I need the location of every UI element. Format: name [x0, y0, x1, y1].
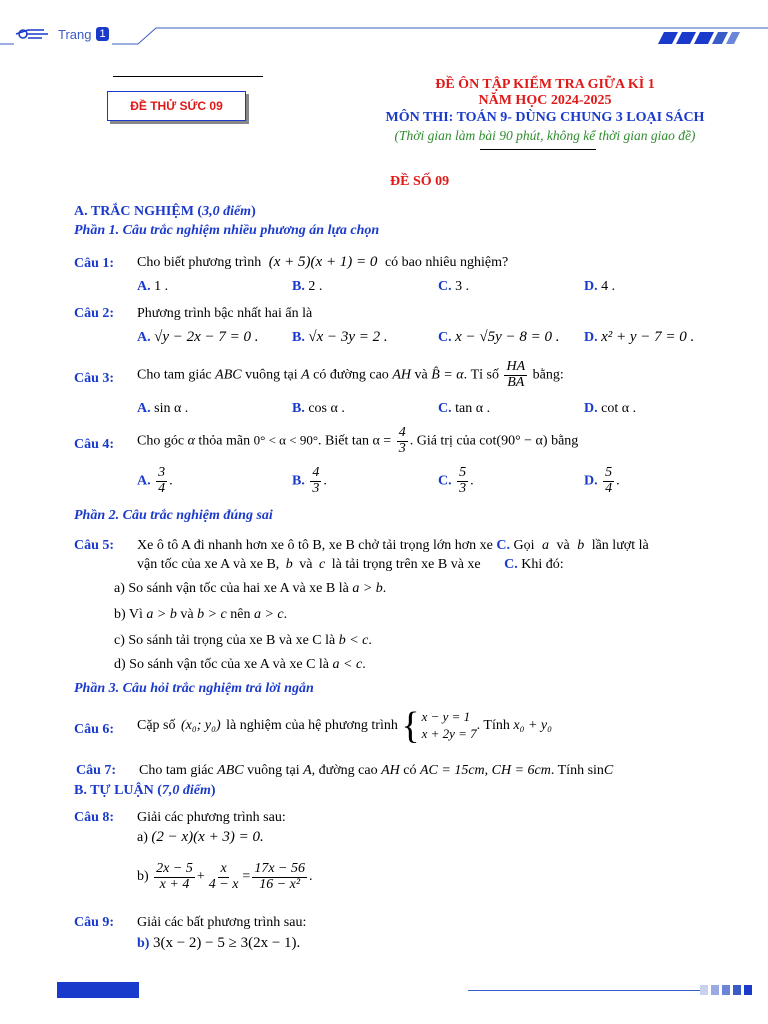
q8-part-a: a) (2 − x)(x + 3) = 0.: [137, 829, 264, 845]
q5-statement-a: a) So sánh vận tốc của hai xe A và xe B là a > b.: [114, 581, 387, 596]
q4-text: Cho góc α thỏa mãn 0° < α < 90°. Biết tan α = $\frac{4}{3}$ . Giá trị của cot(90° − α) bằng: [137, 425, 579, 456]
header-line-decoration: [0, 26, 768, 48]
page-label: Trang: [58, 27, 92, 42]
exam-title: ĐỀ ÔN TẬP KIỂM TRA GIỮA KÌ 1: [435, 77, 655, 92]
school-year: NĂM HỌC 2024-2025: [478, 93, 612, 108]
page-number-badge: 1: [96, 27, 109, 41]
q4-tan-fraction: $\frac{4}{3}$: [398, 425, 406, 456]
q4-option-a: A. $\frac{3}{4}$ .: [137, 465, 173, 496]
q2-label: Câu 2:: [74, 306, 115, 321]
q1-label: Câu 1:: [74, 256, 115, 271]
q7-label: Câu 7:: [76, 763, 117, 778]
subject-line: MÔN THI: TOÁN 9- DÙNG CHUNG 3 LOẠI SÁCH: [385, 110, 705, 125]
q3-option-c: C. tan α .: [438, 401, 491, 416]
exam-badge-text: ĐỀ THỬ SỨC 09: [130, 99, 223, 113]
header-bar: [0, 0, 768, 52]
q1-text: Cho biết phương trình (x + 5)(x + 1) = 0 có bao nhiêu nghiệm?: [137, 254, 509, 270]
q1-option-c: C. 3 .: [438, 279, 470, 294]
q4-option-c: C. $\frac{5}{3}$ .: [438, 465, 474, 496]
q2-option-b: B. √x − 3y = 2 .: [292, 329, 388, 345]
q4-label: Câu 4:: [74, 437, 115, 452]
q2-option-a: A. √y − 2x − 7 = 0 .: [137, 329, 259, 345]
q9-label: Câu 9:: [74, 915, 115, 930]
time-note: (Thời gian làm bài 90 phút, không kể thời gian giao đề): [394, 128, 696, 143]
part3-title: Phần 3. Câu hỏi trắc nghiệm trả lời ngắn: [74, 681, 314, 696]
exam-number: ĐỀ SỐ 09: [390, 174, 450, 189]
q1-option-b: B. 2 .: [292, 279, 323, 294]
q3-label: Câu 3:: [74, 371, 115, 386]
q5-statement-d: d) So sánh vận tốc của xe A và xe C là a < c.: [114, 657, 366, 672]
q2-option-c: C. x − √5y − 8 = 0 .: [438, 329, 560, 345]
q7-text: Cho tam giác ABC vuông tại A, đường cao AH có AC = 15cm, CH = 6cm. Tính sinC: [139, 763, 614, 778]
q1-option-d: D. 4 .: [584, 279, 616, 294]
q2-option-d: D. x² + y − 7 = 0 .: [584, 329, 695, 345]
q5-label: Câu 5:: [74, 538, 115, 553]
q5-line1: Xe ô tô A đi nhanh hơn xe ô tô B, xe B chở tải trọng lớn hơn xe C. Gọi a và b lần lượt là: [137, 538, 649, 553]
q9-part-b: b) 3(x − 2) − 5 ≥ 3(2x − 1).: [137, 935, 301, 951]
q1-option-a: A. 1 .: [137, 279, 169, 294]
q5-statement-c: c) So sánh tải trọng của xe B và xe C là b < c.: [114, 633, 372, 648]
footer-block: [57, 982, 139, 998]
exam-badge: [107, 91, 246, 121]
title-underline: [480, 149, 596, 150]
q3-option-d: D. cot α .: [584, 401, 637, 416]
q2-text: Phương trình bậc nhất hai ẩn là: [137, 306, 313, 321]
q3-option-b: B. cos α .: [292, 401, 345, 416]
q8-part-b: b) $\frac{2x - 5}{x + 4}$ + $\frac{x}{4 - x}$ = $\frac{17x - 56}{\text{16 − x²}}$ .: [137, 861, 313, 892]
q9-text: Giải các bất phương trình sau:: [137, 915, 307, 930]
q5-line2: vận tốc của xe A và xe B, b và c là tải trọng trên xe B và xe C. Khi đó:: [137, 557, 564, 572]
q3-option-a: A. sin α .: [137, 401, 189, 416]
q6-text: Cặp số (x₀; y₀) là nghiệm của hệ phương trình { x − y = 1 x + 2y = 7 . Tính x₀ + y₀: [137, 705, 552, 747]
q5-statement-b: b) Vì a > b và b > c nên a > c.: [114, 607, 288, 622]
footer-decoration: [700, 983, 760, 997]
q8-text: Giải các phương trình sau:: [137, 810, 286, 825]
section-a-title: A. TRẮC NGHIỆM (3,0 điểm): [74, 204, 256, 219]
part1-title: Phần 1. Câu trắc nghiệm nhiều phương án lựa chọn: [74, 223, 380, 238]
q6-label: Câu 6:: [74, 722, 115, 737]
signature-line: [113, 76, 263, 77]
part2-title: Phần 2. Câu trắc nghiệm đúng sai: [74, 508, 273, 523]
q3-text: Cho tam giác ABC vuông tại A có đường cao AH và B̂ = α. Tỉ số $\frac{HA}{BA}$ bằng:: [137, 359, 564, 390]
q4-option-b: B. $\frac{4}{3}$ .: [292, 465, 327, 496]
q8-label: Câu 8:: [74, 810, 115, 825]
q6-equation-system: { x − y = 1 x + 2y = 7: [401, 705, 477, 747]
section-b-title: B. TỰ LUẬN (7,0 điểm): [74, 783, 216, 798]
q4-option-d: D. $\frac{5}{4}$ .: [584, 465, 620, 496]
q3-ratio-fraction: $\frac{HA}{BA}$: [506, 359, 526, 390]
footer-line: [468, 990, 708, 991]
